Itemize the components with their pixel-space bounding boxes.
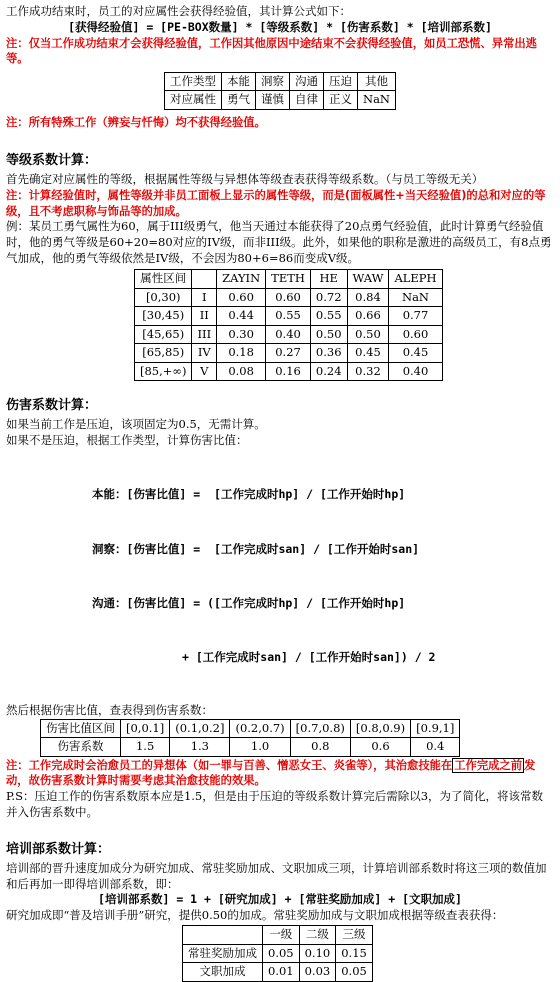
table-row xyxy=(135,344,443,363)
level-table xyxy=(134,269,443,381)
table-cell: V xyxy=(192,362,217,381)
formula-attachment-line1: 沟通：[伤害比值] = ([工作完成时hp] / [工作开始时hp] xyxy=(92,596,406,611)
formula-attachment-line2: + [工作完成时san] / [工作开始时san]) / 2 xyxy=(92,650,436,665)
table-header: (0.1,0.2] xyxy=(170,719,230,738)
table-cell: II xyxy=(192,307,217,326)
table-cell: 0.05 xyxy=(263,944,300,963)
table-cell: 0.18 xyxy=(217,344,266,363)
table-cell: 0.50 xyxy=(310,325,347,344)
level-note: 注：计算经验值时，属性等级并非员工面板上显示的属性等级，而是(面板属性+当天经验值)的总和对应的等级，且不考虑职称与饰品等的加成。 xyxy=(6,189,546,218)
table-cell: 0.45 xyxy=(389,344,442,363)
table-cell: 本能 xyxy=(222,72,256,91)
training-heading: 培训部系数计算： xyxy=(6,841,111,857)
table-cell: III xyxy=(192,325,217,344)
table-row xyxy=(165,91,396,110)
damage-formulas xyxy=(92,449,554,703)
damage-other: 如果不是压迫，根据工作类型，计算伤害比值： xyxy=(6,432,248,447)
table-cell: NaN xyxy=(389,288,442,307)
table-cell: 0.72 xyxy=(310,288,347,307)
table-row xyxy=(183,963,373,982)
table-header: ZAYIN xyxy=(217,270,266,289)
table-cell: 0.6 xyxy=(350,738,410,757)
table-cell: 0.50 xyxy=(347,325,389,344)
table-cell: 0.24 xyxy=(310,362,347,381)
table-cell: [85,+∞) xyxy=(135,362,192,381)
table-cell: 0.01 xyxy=(263,963,300,982)
table-row xyxy=(135,288,443,307)
damage-repression: 如果当前工作是压迫，该项固定为0.5，无需计算。 xyxy=(6,417,266,432)
table-cell: I xyxy=(192,288,217,307)
table-row xyxy=(135,307,443,326)
table-cell: 工作类型 xyxy=(165,72,222,91)
table-row xyxy=(41,719,460,738)
training-intro: 培训部的晋升速度加成分为研究加成、常驻奖励加成、文职加成三项，计算培训部系数时将这三项的数值加和后再加一即得培训部系数，即： xyxy=(6,860,547,891)
table-cell: 0.32 xyxy=(347,362,389,381)
table-cell: 0.60 xyxy=(389,325,442,344)
table-cell: 0.30 xyxy=(217,325,266,344)
table-cell: 0.40 xyxy=(266,325,311,344)
table-cell: 0.4 xyxy=(411,738,460,757)
table-header: [0.9,1] xyxy=(411,719,460,738)
table-cell: 0.66 xyxy=(347,307,389,326)
table-cell: IV xyxy=(192,344,217,363)
table-cell: 对应属性 xyxy=(165,91,222,110)
table-cell: 常驻奖励加成 xyxy=(183,944,263,963)
table-header: (0.2,0.7) xyxy=(230,719,290,738)
table-row xyxy=(135,362,443,381)
table-cell: 1.3 xyxy=(170,738,230,757)
table-cell: [0,30) xyxy=(135,288,192,307)
table-header xyxy=(183,926,263,945)
work-type-table xyxy=(164,72,396,110)
table-cell: 1.5 xyxy=(121,738,170,757)
table-row xyxy=(183,944,373,963)
table-cell: 0.05 xyxy=(336,963,373,982)
table-cell: 谨慎 xyxy=(256,91,290,110)
table-cell: 0.03 xyxy=(299,963,336,982)
table-cell: 洞察 xyxy=(256,72,290,91)
table-header: 伤害比值区间 xyxy=(41,719,121,738)
note-special-work: 注：所有特殊工作（辨妄与忏悔）均不获得经验值。 xyxy=(6,115,266,129)
table-cell: 0.36 xyxy=(310,344,347,363)
table-header: ALEPH xyxy=(389,270,442,289)
table-header: [0.8,0.9) xyxy=(350,719,410,738)
table-row xyxy=(165,72,396,91)
table-cell: 0.15 xyxy=(336,944,373,963)
table-header: [0.7,0.8) xyxy=(290,719,350,738)
table-cell: 自律 xyxy=(290,91,324,110)
table-header: WAW xyxy=(347,270,389,289)
table-cell: [65,85) xyxy=(135,344,192,363)
table-cell: 0.55 xyxy=(310,307,347,326)
table-cell: 其他 xyxy=(358,72,396,91)
table-cell: 0.8 xyxy=(290,738,350,757)
training-formula: [培训部系数] = 1 + [研究加成] + [常驻奖励加成] + [文职加成] xyxy=(98,892,462,907)
table-cell: 0.84 xyxy=(347,288,389,307)
exp-formula: [获得经验值] = [PE-BOX数量] * [等级系数] * [伤害系数] * [培训部系数] xyxy=(68,19,492,34)
heal-note-part1: 注：工作完成时会治愈员工的异想体（如一罪与百善、憎恶女王、炎雀等），其治愈技能在 xyxy=(6,758,453,772)
formula-instinct: 本能：[伤害比值] = [工作完成时hp] / [工作开始时hp] xyxy=(92,487,406,502)
table-cell: 伤害系数 xyxy=(41,738,121,757)
table-cell: 0.27 xyxy=(266,344,311,363)
table-cell: 文职加成 xyxy=(183,963,263,982)
heal-note-part2: 发动，故伤害系数计算时需要考虑其治愈技能的效果。 xyxy=(6,758,536,788)
table-header: TETH xyxy=(266,270,311,289)
table-row xyxy=(183,926,373,945)
heal-note-boxed: 工作完成之前 xyxy=(454,758,523,772)
table-header: 二级 xyxy=(299,926,336,945)
table-header xyxy=(192,270,217,289)
table-row xyxy=(135,270,443,289)
table-cell: 0.08 xyxy=(217,362,266,381)
table-cell: 1.0 xyxy=(230,738,290,757)
table-cell: 0.55 xyxy=(266,307,311,326)
table-cell: [30,45) xyxy=(135,307,192,326)
formula-insight: 洞察：[伤害比值] = [工作完成时san] / [工作开始时san] xyxy=(92,541,420,556)
table-row xyxy=(135,325,443,344)
damage-table xyxy=(40,719,460,757)
table-cell: 正义 xyxy=(324,91,358,110)
table-header: [0,0.1] xyxy=(121,719,170,738)
level-example: 例：某员工勇气属性为60，属于III级勇气，他当天通过本能获得了20点勇气经验值，此时计算勇气经验值时，他的勇气等级是60+20=80对应的IV级，而非III级。此外，如果他的职称是激进的高级员工，有8点勇气加成，他的勇气等级依然是IV级，不会因为80+6=86而变成V级。 xyxy=(6,219,552,266)
table-cell: 勇气 xyxy=(222,91,256,110)
damage-heading: 伤害系数计算： xyxy=(6,398,98,414)
note-success-only: 注：仅当工作成功结束才会获得经验值，工作因其他原因中途结束不会获得经验值，如员工恐慌、异常出逃等。 xyxy=(6,36,537,66)
table-cell: 0.60 xyxy=(217,288,266,307)
table-cell: 0.45 xyxy=(347,344,389,363)
table-cell: 0.40 xyxy=(389,362,442,381)
table-header: 一级 xyxy=(263,926,300,945)
table-cell: NaN xyxy=(358,91,396,110)
table-cell: 0.60 xyxy=(266,288,311,307)
level-heading: 等级系数计算： xyxy=(6,153,98,169)
heal-note xyxy=(6,758,554,789)
table-cell: 0.77 xyxy=(389,307,442,326)
table-header: 属性区间 xyxy=(135,270,192,289)
training-table xyxy=(182,925,373,982)
table-cell: 压迫 xyxy=(324,72,358,91)
table-row xyxy=(41,738,460,757)
table-cell: 0.44 xyxy=(217,307,266,326)
training-lookup: 研究加成即“普及培训手册”研究，提供0.50的加成。常驻奖励加成与文职加成根据等级查表获得： xyxy=(6,908,504,923)
table-cell: 0.10 xyxy=(299,944,336,963)
intro-text: 工作成功结束时，员工的对应属性会获得经验值，其计算公式如下： xyxy=(6,4,351,18)
table-header: 三级 xyxy=(336,926,373,945)
damage-ps: P.S：压迫工作的伤害系数原本应是1.5，但是由于压迫的等级系数计算完后需除以3，为了简化，将该常数并入伤害系数中。 xyxy=(6,789,544,819)
level-intro: 首先确定对应属性的等级，根据属性等级与异想体等级查表获得等级系数。（与员工等级无关） xyxy=(6,172,484,187)
table-header: HE xyxy=(310,270,347,289)
damage-lookup: 然后根据伤害比值，查表得到伤害系数： xyxy=(6,702,213,717)
table-cell: 沟通 xyxy=(290,72,324,91)
table-cell: 0.16 xyxy=(266,362,311,381)
table-cell: [45,65) xyxy=(135,325,192,344)
